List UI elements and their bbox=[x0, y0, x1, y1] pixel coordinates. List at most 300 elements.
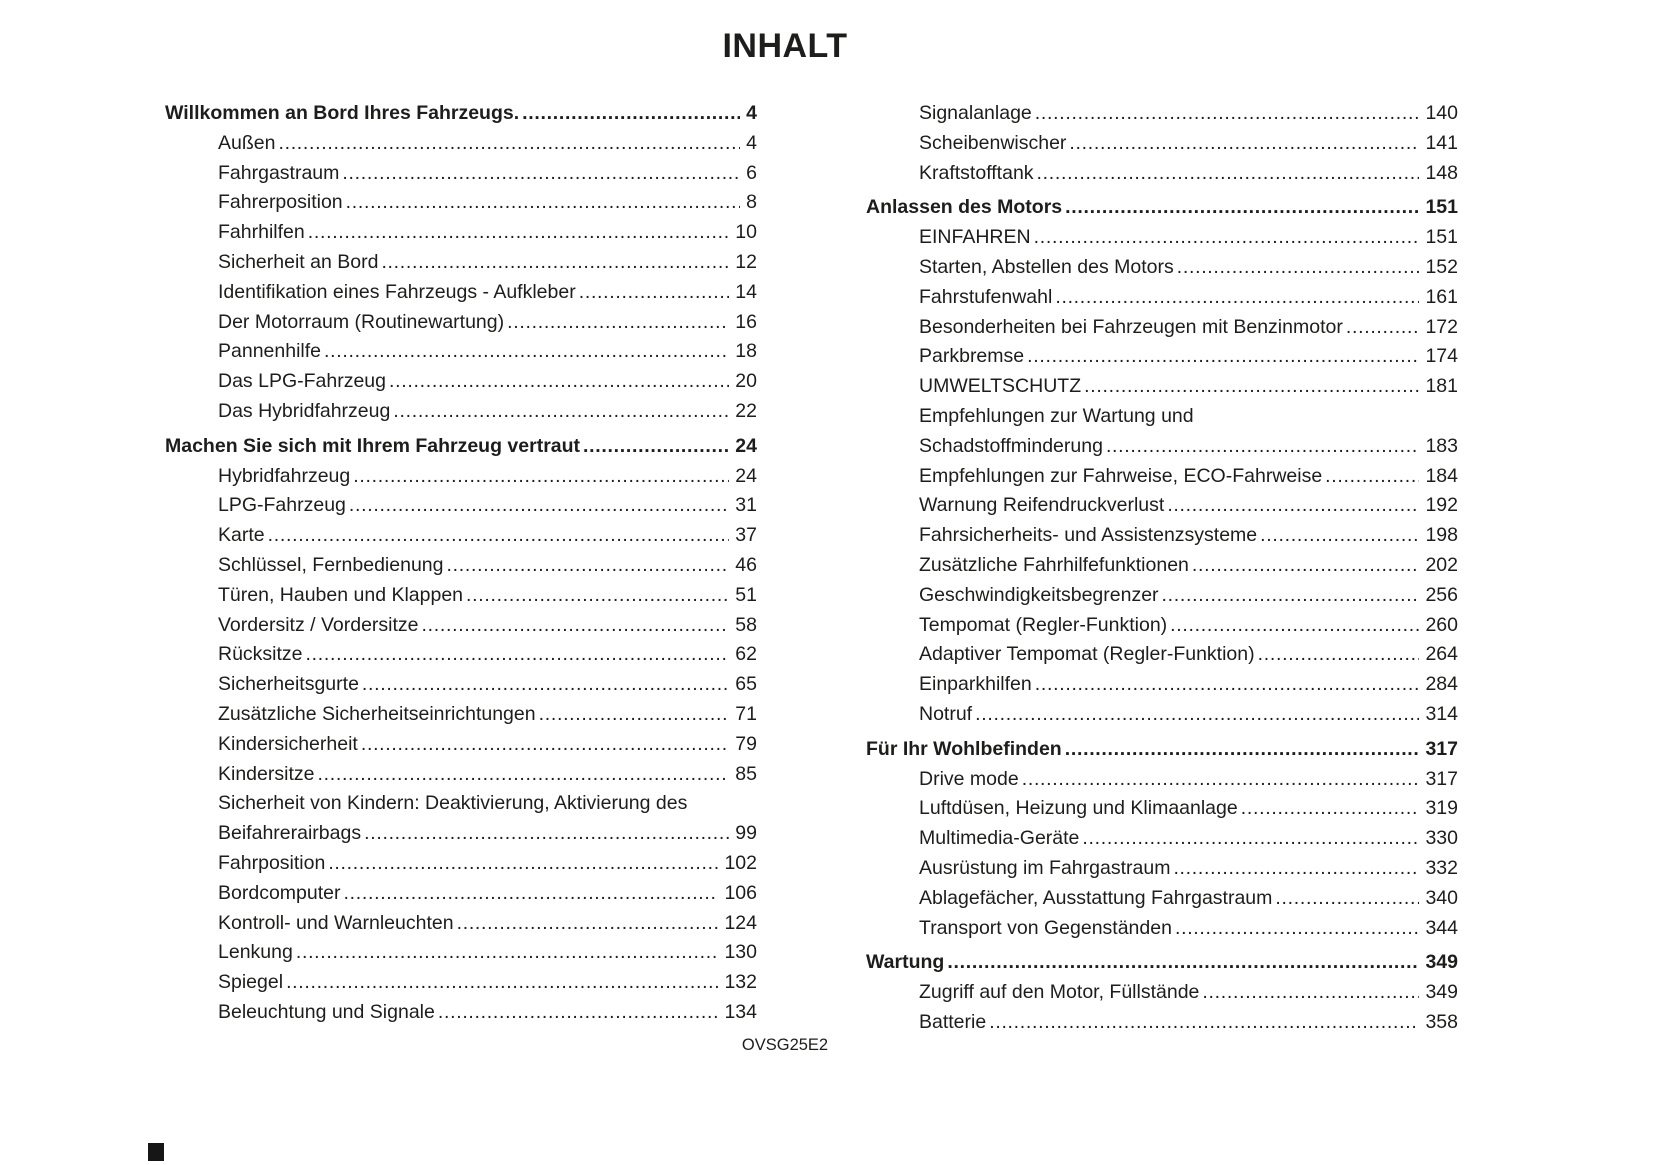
toc-entry-label: Karte bbox=[218, 524, 265, 547]
toc-entry-label: Lenkung bbox=[218, 941, 293, 964]
toc-page-number: 132 bbox=[724, 971, 757, 994]
toc-page-number: 319 bbox=[1425, 797, 1458, 820]
toc-entry-label: Signalanlage bbox=[919, 102, 1032, 124]
toc-page-number: 284 bbox=[1425, 673, 1458, 696]
toc-page-number: 317 bbox=[1425, 737, 1458, 760]
dot-leader bbox=[1032, 99, 1420, 129]
toc-page-number: 152 bbox=[1425, 255, 1458, 278]
dot-leader bbox=[1062, 193, 1419, 223]
toc-entry-label: Türen, Hauben und Klappen bbox=[218, 583, 464, 606]
print-registration-mark bbox=[148, 1143, 164, 1161]
toc-row-line bbox=[866, 824, 1458, 854]
dot-leader bbox=[504, 308, 729, 338]
toc-entry-label: Hybridfahrzeug bbox=[218, 464, 351, 487]
dot-leader bbox=[443, 551, 729, 581]
toc-row-line bbox=[866, 670, 1458, 700]
toc-page-number: 62 bbox=[735, 643, 757, 666]
dot-leader bbox=[1081, 372, 1419, 402]
toc-entry-row bbox=[866, 581, 1458, 611]
toc-page-number: 192 bbox=[1425, 494, 1458, 517]
toc-page-number: 58 bbox=[735, 613, 757, 636]
toc-page-number: 99 bbox=[735, 822, 757, 845]
toc-entry-row bbox=[165, 730, 757, 760]
toc-row-line bbox=[165, 462, 757, 492]
dot-leader bbox=[1189, 551, 1420, 581]
dot-leader bbox=[265, 521, 730, 551]
toc-entry-label: Außen bbox=[218, 131, 276, 154]
toc-page-number: 46 bbox=[735, 553, 757, 576]
toc-entry-label: Luftdüsen, Heizung und Klimaanlage bbox=[919, 797, 1238, 820]
toc-row-line bbox=[165, 551, 757, 581]
toc-entry-row bbox=[866, 914, 1458, 944]
dot-leader bbox=[1170, 854, 1419, 884]
toc-entry-label: Fahrstufenwahl bbox=[919, 285, 1053, 308]
dot-leader bbox=[435, 998, 719, 1028]
dot-leader bbox=[1159, 581, 1420, 611]
toc-entry-row bbox=[866, 402, 1458, 462]
dot-leader bbox=[1024, 342, 1419, 372]
toc-entry-label: Sicherheit an Bord bbox=[218, 250, 379, 273]
toc-entry-row bbox=[866, 462, 1458, 492]
toc-page-number: 174 bbox=[1425, 345, 1458, 368]
toc-entry-label: Drive mode bbox=[919, 767, 1019, 790]
toc-row-line bbox=[866, 342, 1458, 372]
toc-row-line bbox=[165, 367, 757, 397]
toc-row-line bbox=[165, 188, 757, 218]
toc-entry-row bbox=[165, 581, 757, 611]
toc-page-number: 24 bbox=[735, 434, 757, 457]
toc-entry-label: Spiegel bbox=[218, 971, 284, 994]
dot-leader bbox=[1343, 313, 1420, 343]
toc-row-line bbox=[866, 313, 1458, 343]
toc-section-row bbox=[165, 99, 757, 129]
dot-leader bbox=[293, 938, 719, 968]
dot-leader bbox=[361, 819, 729, 849]
toc-entry-row bbox=[866, 854, 1458, 884]
toc-entry-label: Sicherheit von Kindern: Deaktivierung, Aktivierung des bbox=[218, 792, 688, 815]
toc-entry-row bbox=[165, 129, 757, 159]
toc-row-line bbox=[165, 849, 757, 879]
toc-page-number: 24 bbox=[735, 464, 757, 487]
toc-row-line bbox=[165, 248, 757, 278]
toc-row-line bbox=[165, 521, 757, 551]
toc-entry-row bbox=[866, 765, 1458, 795]
toc-entry-label: Kindersitze bbox=[218, 762, 315, 785]
toc-row-line bbox=[866, 1008, 1458, 1038]
toc-row-line bbox=[165, 397, 757, 427]
dot-leader bbox=[1066, 129, 1419, 159]
toc-row-line bbox=[866, 521, 1458, 551]
toc-entry-row bbox=[866, 223, 1458, 253]
dot-leader bbox=[346, 491, 729, 521]
toc-page-number: 332 bbox=[1425, 856, 1458, 879]
toc-entry-row bbox=[165, 611, 757, 641]
toc-entry-row bbox=[165, 670, 757, 700]
toc-entry-row bbox=[866, 551, 1458, 581]
toc-page-number: 4 bbox=[746, 131, 757, 154]
toc-entry-row bbox=[165, 909, 757, 939]
dot-leader bbox=[1164, 491, 1419, 521]
toc-row-line bbox=[866, 978, 1458, 1008]
toc-page-number: 124 bbox=[724, 911, 757, 934]
page-title: INHALT bbox=[722, 27, 848, 65]
toc-entry-row bbox=[165, 998, 757, 1028]
toc-entry-label: Zugriff auf den Motor, Füllstände bbox=[919, 981, 1200, 1004]
toc-row-line bbox=[866, 640, 1458, 670]
toc-page-number: 344 bbox=[1425, 916, 1458, 939]
toc-entry-label: Zusätzliche Fahrhilfefunktionen bbox=[919, 553, 1189, 576]
toc-entry-label: Parkbremse bbox=[919, 345, 1025, 368]
dot-leader bbox=[378, 248, 729, 278]
toc-page-number: 161 bbox=[1425, 285, 1458, 308]
toc-entry-label: EINFAHREN bbox=[919, 226, 1031, 249]
dot-leader bbox=[350, 462, 729, 492]
dot-leader bbox=[1062, 735, 1420, 765]
dot-leader bbox=[1257, 521, 1419, 551]
toc-entry-row bbox=[866, 99, 1458, 129]
toc-page-number: 358 bbox=[1425, 1010, 1458, 1033]
toc-entry-label: Wartung bbox=[866, 951, 945, 974]
toc-entry-label: Das Hybridfahrzeug bbox=[218, 399, 391, 422]
toc-row-line bbox=[866, 884, 1458, 914]
toc-entry-row bbox=[866, 611, 1458, 641]
toc-row-line bbox=[866, 765, 1458, 795]
toc-entry-row bbox=[165, 491, 757, 521]
toc-row-line bbox=[165, 218, 757, 248]
toc-entry-row bbox=[866, 491, 1458, 521]
toc-page-number: 340 bbox=[1425, 886, 1458, 909]
toc-entry-label: Pannenhilfe bbox=[218, 340, 322, 363]
dot-leader bbox=[1322, 462, 1419, 492]
toc-entry-label: Machen Sie sich mit Ihrem Fahrzeug vertraut bbox=[165, 434, 581, 457]
toc-page-number: 10 bbox=[735, 221, 757, 244]
dot-leader bbox=[283, 968, 718, 998]
toc-row-line bbox=[165, 760, 757, 790]
dot-leader bbox=[358, 730, 729, 760]
toc-entry-row bbox=[165, 640, 757, 670]
toc-section-row bbox=[866, 735, 1458, 765]
toc-entry-row bbox=[165, 159, 757, 189]
toc-row-line bbox=[165, 879, 757, 909]
toc-entry-row bbox=[165, 367, 757, 397]
toc-row-line bbox=[866, 700, 1458, 730]
toc-row-line bbox=[165, 432, 757, 462]
toc-page-number: 12 bbox=[735, 250, 757, 273]
toc-page-number: 51 bbox=[735, 583, 757, 606]
toc-page-number: 16 bbox=[735, 310, 757, 333]
toc-entry-row bbox=[866, 372, 1458, 402]
toc-page-number: 198 bbox=[1425, 524, 1458, 547]
toc-row-line bbox=[866, 735, 1458, 765]
toc-row-line bbox=[165, 99, 757, 129]
toc-page-number: 140 bbox=[1425, 102, 1458, 124]
dot-leader bbox=[386, 367, 729, 397]
toc-entry-label: Fahrerposition bbox=[218, 191, 343, 214]
toc-entry-label-continued: Beifahrerairbags bbox=[218, 822, 362, 845]
dot-leader bbox=[1019, 765, 1420, 795]
toc-entry-row bbox=[866, 794, 1458, 824]
toc-entry-label: Warnung Reifendruckverlust bbox=[919, 494, 1165, 517]
dot-leader bbox=[359, 670, 729, 700]
toc-row-line bbox=[866, 491, 1458, 521]
toc-column-right bbox=[866, 99, 1458, 1038]
document-code: OVSG25E2 bbox=[741, 1036, 829, 1054]
toc-row-line bbox=[866, 462, 1458, 492]
toc-row-line bbox=[866, 432, 1458, 462]
toc-entry-row bbox=[866, 313, 1458, 343]
dot-leader bbox=[314, 760, 729, 790]
toc-entry-label: Rücksitze bbox=[218, 643, 303, 666]
toc-entry-label: Empfehlungen zur Fahrweise, ECO-Fahrweise bbox=[919, 464, 1323, 487]
dot-leader bbox=[1238, 794, 1420, 824]
dot-leader bbox=[1199, 978, 1419, 1008]
toc-entry-label-continued: Schadstoffminderung bbox=[919, 434, 1103, 457]
toc-entry-row bbox=[866, 283, 1458, 313]
toc-entry-label: Fahrposition bbox=[218, 851, 326, 874]
toc-entry-row bbox=[165, 308, 757, 338]
toc-entry-row bbox=[165, 849, 757, 879]
toc-entry-label: Multimedia-Geräte bbox=[919, 827, 1080, 850]
toc-section-row bbox=[866, 193, 1458, 223]
toc-page-number: 183 bbox=[1425, 434, 1458, 457]
toc-page-number: 106 bbox=[724, 881, 757, 904]
toc-entry-label: Der Motorraum (Routinewartung) bbox=[218, 310, 505, 333]
toc-page-number: 130 bbox=[724, 941, 757, 964]
toc-row-line bbox=[866, 794, 1458, 824]
toc-entry-label: Zusätzliche Sicherheitseinrichtungen bbox=[218, 702, 536, 725]
toc-entry-row bbox=[165, 938, 757, 968]
toc-entry-label: Willkommen an Bord Ihres Fahrzeugs. bbox=[165, 102, 520, 124]
toc-entry-label: Starten, Abstellen des Motors bbox=[919, 255, 1174, 278]
toc-page-number: 37 bbox=[735, 524, 757, 547]
toc-page-number: 184 bbox=[1425, 464, 1458, 487]
toc-entry-row bbox=[165, 760, 757, 790]
toc-entry-row bbox=[866, 640, 1458, 670]
toc-page-number: 85 bbox=[735, 762, 757, 785]
toc-row-line bbox=[165, 730, 757, 760]
dot-leader bbox=[419, 611, 730, 641]
toc-entry-label: Ausrüstung im Fahrgastraum bbox=[919, 856, 1171, 879]
dot-leader bbox=[944, 948, 1419, 978]
table-of-contents bbox=[0, 99, 1653, 1038]
dot-leader bbox=[1034, 159, 1420, 189]
dot-leader bbox=[321, 337, 729, 367]
toc-entry-label: Beleuchtung und Signale bbox=[218, 1000, 435, 1023]
toc-page-number: 6 bbox=[746, 161, 757, 184]
toc-row-line bbox=[165, 308, 757, 338]
toc-row-line bbox=[165, 278, 757, 308]
toc-row-line bbox=[165, 611, 757, 641]
toc-row-line bbox=[165, 968, 757, 998]
toc-column-left bbox=[165, 99, 757, 1038]
toc-row-line bbox=[866, 129, 1458, 159]
toc-entry-row bbox=[165, 248, 757, 278]
toc-entry-row bbox=[165, 700, 757, 730]
toc-entry-row bbox=[866, 824, 1458, 854]
toc-entry-row bbox=[165, 397, 757, 427]
toc-page-number: 264 bbox=[1425, 643, 1458, 666]
toc-page-number: 14 bbox=[735, 280, 757, 303]
toc-page-number: 20 bbox=[735, 370, 757, 393]
toc-entry-row bbox=[866, 342, 1458, 372]
dot-leader bbox=[305, 218, 730, 248]
toc-entry-label: Vordersitz / Vordersitze bbox=[218, 613, 419, 636]
dot-leader bbox=[1031, 223, 1420, 253]
toc-entry-row bbox=[866, 253, 1458, 283]
dot-leader bbox=[1174, 253, 1420, 283]
toc-entry-label: Fahrhilfen bbox=[218, 221, 305, 244]
toc-entry-label: Bordcomputer bbox=[218, 881, 341, 904]
toc-page-number: 71 bbox=[735, 702, 757, 725]
toc-row-line bbox=[165, 909, 757, 939]
dot-leader bbox=[972, 700, 1419, 730]
toc-page-number: 18 bbox=[735, 340, 757, 363]
toc-page-number: 8 bbox=[746, 191, 757, 214]
toc-entry-label: Geschwindigkeitsbegrenzer bbox=[919, 583, 1159, 606]
dot-leader bbox=[1032, 670, 1420, 700]
toc-row-line bbox=[165, 129, 757, 159]
toc-entry-row bbox=[165, 188, 757, 218]
toc-entry-row bbox=[866, 978, 1458, 1008]
toc-entry-row bbox=[165, 278, 757, 308]
toc-entry-label: Schlüssel, Fernbedienung bbox=[218, 553, 444, 576]
toc-entry-label: Tempomat (Regler-Funktion) bbox=[919, 613, 1168, 636]
dot-leader bbox=[1052, 283, 1419, 313]
toc-page-number: 317 bbox=[1425, 767, 1458, 790]
toc-page-number: 330 bbox=[1425, 827, 1458, 850]
toc-row-line bbox=[165, 640, 757, 670]
toc-page-number: 256 bbox=[1425, 583, 1458, 606]
toc-entry-label: Fahrgastraum bbox=[218, 161, 340, 184]
toc-page-number: 79 bbox=[735, 732, 757, 755]
toc-page-number: 181 bbox=[1425, 375, 1458, 398]
toc-page-number: 260 bbox=[1425, 613, 1458, 636]
toc-entry-row bbox=[866, 159, 1458, 189]
toc-entry-row bbox=[165, 968, 757, 998]
toc-row-line bbox=[165, 819, 757, 849]
toc-row-line bbox=[866, 253, 1458, 283]
toc-page-number: 151 bbox=[1425, 226, 1458, 249]
toc-entry-label: Kontroll- und Warnleuchten bbox=[218, 911, 454, 934]
toc-row-line bbox=[165, 938, 757, 968]
toc-row-line bbox=[165, 159, 757, 189]
toc-row-line bbox=[165, 337, 757, 367]
toc-page-number: 134 bbox=[724, 1000, 757, 1023]
dot-leader bbox=[463, 581, 729, 611]
toc-entry-row bbox=[866, 129, 1458, 159]
toc-entry-row bbox=[866, 884, 1458, 914]
dot-leader bbox=[339, 159, 740, 189]
toc-entry-label: LPG-Fahrzeug bbox=[218, 494, 346, 517]
toc-page-number: 102 bbox=[724, 851, 757, 874]
toc-row-line bbox=[866, 551, 1458, 581]
toc-page-number: 349 bbox=[1425, 981, 1458, 1004]
toc-page-number: 148 bbox=[1425, 161, 1458, 184]
toc-entry-row bbox=[866, 521, 1458, 551]
toc-entry-row bbox=[165, 337, 757, 367]
toc-section-row bbox=[866, 948, 1458, 978]
toc-entry-label: UMWELTSCHUTZ bbox=[919, 375, 1082, 398]
dot-leader bbox=[1272, 884, 1419, 914]
toc-row-line bbox=[866, 223, 1458, 253]
dot-leader bbox=[1172, 914, 1420, 944]
toc-row-line bbox=[866, 99, 1458, 129]
toc-page-number: 172 bbox=[1425, 315, 1458, 338]
toc-entry-label: Das LPG-Fahrzeug bbox=[218, 370, 386, 393]
toc-entry-label: Fahrsicherheits- und Assistenzsysteme bbox=[919, 524, 1258, 547]
dot-leader bbox=[1255, 640, 1420, 670]
dot-leader bbox=[576, 278, 730, 308]
toc-row-line bbox=[165, 581, 757, 611]
toc-entry-row bbox=[165, 218, 757, 248]
toc-row-line bbox=[866, 611, 1458, 641]
toc-entry-label: Einparkhilfen bbox=[919, 673, 1032, 696]
toc-entry-label: Besonderheiten bei Fahrzeugen mit Benzinmotor bbox=[919, 315, 1343, 338]
dot-leader bbox=[986, 1008, 1419, 1038]
dot-leader bbox=[303, 640, 730, 670]
toc-page-number: 31 bbox=[735, 494, 757, 517]
toc-entry-row bbox=[165, 551, 757, 581]
toc-entry-label: Anlassen des Motors bbox=[866, 196, 1063, 219]
dot-leader bbox=[580, 432, 729, 462]
toc-entry-label: Identifikation eines Fahrzeugs - Aufkleber bbox=[218, 280, 576, 303]
toc-page-number: 65 bbox=[735, 673, 757, 696]
toc-row-line bbox=[866, 914, 1458, 944]
toc-row-line bbox=[165, 491, 757, 521]
dot-leader bbox=[1167, 611, 1419, 641]
dot-leader bbox=[1079, 824, 1419, 854]
toc-entry-label: Kraftstofftank bbox=[919, 161, 1034, 184]
toc-entry-label: Für Ihr Wohlbefinden bbox=[866, 737, 1062, 760]
dot-leader bbox=[454, 909, 719, 939]
toc-entry-label: Ablagefächer, Ausstattung Fahrgastraum bbox=[919, 886, 1273, 909]
toc-page-number: 141 bbox=[1425, 131, 1458, 154]
toc-row-line bbox=[866, 159, 1458, 189]
toc-row-line bbox=[866, 854, 1458, 884]
dot-leader bbox=[519, 99, 740, 129]
toc-row-line bbox=[866, 581, 1458, 611]
toc-entry-label: Sicherheitsgurte bbox=[218, 673, 359, 696]
dot-leader bbox=[1103, 432, 1420, 462]
toc-page-number: 314 bbox=[1425, 702, 1458, 725]
toc-entry-label: Kindersicherheit bbox=[218, 732, 358, 755]
toc-entry-row bbox=[866, 670, 1458, 700]
toc-entry-row bbox=[165, 462, 757, 492]
toc-entry-row bbox=[165, 521, 757, 551]
dot-leader bbox=[343, 188, 740, 218]
toc-row-line bbox=[866, 283, 1458, 313]
toc-row-line bbox=[165, 670, 757, 700]
toc-page-number: 22 bbox=[735, 399, 757, 422]
toc-entry-label: Scheibenwischer bbox=[919, 131, 1067, 154]
toc-entry-label: Batterie bbox=[919, 1010, 987, 1033]
toc-page-number: 349 bbox=[1425, 951, 1458, 974]
toc-row-line bbox=[866, 372, 1458, 402]
toc-row-line bbox=[866, 193, 1458, 223]
toc-page-number: 4 bbox=[746, 102, 757, 124]
toc-section-row bbox=[165, 432, 757, 462]
toc-row-line bbox=[866, 948, 1458, 978]
toc-page-number: 151 bbox=[1425, 196, 1458, 219]
dot-leader bbox=[390, 397, 729, 427]
dot-leader bbox=[340, 879, 718, 909]
toc-entry-label: Empfehlungen zur Wartung und bbox=[919, 404, 1194, 427]
toc-row-line bbox=[165, 700, 757, 730]
toc-entry-label: Notruf bbox=[919, 702, 973, 725]
dot-leader bbox=[325, 849, 718, 879]
toc-page-number: 202 bbox=[1425, 553, 1458, 576]
toc-entry-row bbox=[165, 789, 757, 849]
